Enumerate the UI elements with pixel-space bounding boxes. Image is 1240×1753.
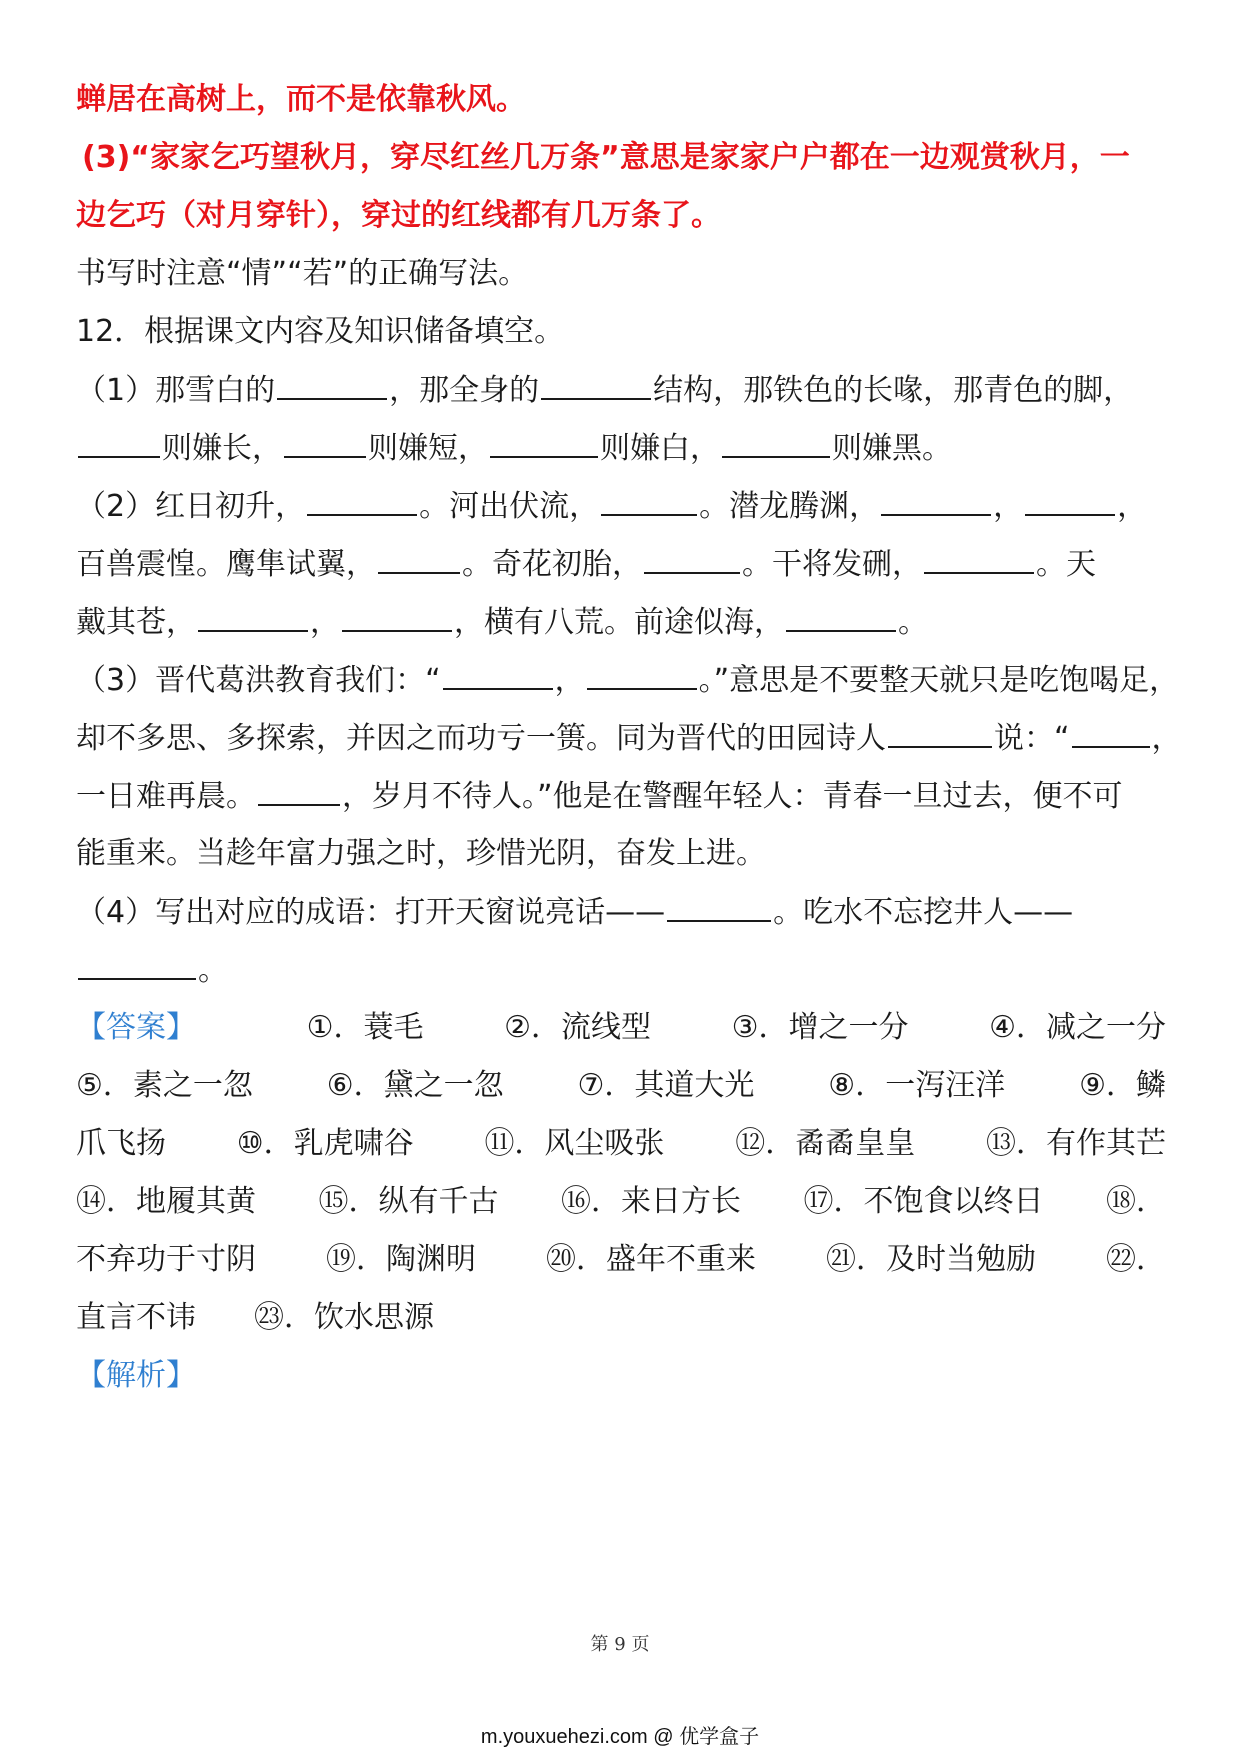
text-seg: 戴其苍， [76, 605, 196, 640]
answer-row-4 [76, 1182, 1166, 1222]
answer-blank[interactable] [786, 602, 896, 632]
answer-line-1: 蝉居在高树上，而不是依靠秋风。 [76, 82, 526, 117]
text-seg: ， [1151, 721, 1182, 756]
answer-item: ⑥．黛之一忽 [326, 1068, 504, 1103]
answer-blank[interactable] [924, 544, 1034, 574]
answer-blank[interactable] [78, 950, 196, 980]
answer-blank[interactable] [490, 428, 598, 458]
text-seg: 却不多思、多探索，并因之而功亏一篑。同为晋代的田园诗人 [76, 721, 886, 756]
text-seg: ， [993, 489, 1024, 524]
text-seg: ，横有八荒。前途似海， [454, 605, 784, 640]
text-seg: （4）写出对应的成语：打开天窗说亮话—— [76, 895, 666, 930]
text-seg: （3）晋代葛洪教育我们：“ [76, 663, 441, 698]
q12-part3-line1 [76, 660, 1180, 701]
text-seg: 。河出伏流， [419, 489, 600, 524]
answer-row-6 [76, 1298, 1166, 1338]
answer-item: ⑱． [1106, 1184, 1166, 1219]
q12-part2-line2 [76, 544, 1166, 585]
answer-item: ③．增之一分 [731, 1010, 909, 1045]
answer-blank[interactable] [443, 660, 553, 690]
text-seg: 说：“ [994, 721, 1070, 756]
text-seg: ， [310, 605, 340, 640]
text-seg: 结构，那铁色的长喙，那青色的脚， [653, 373, 1134, 408]
text-seg: 一日难再晨。 [76, 779, 256, 814]
question-12-title: 12．根据课文内容及知识储备填空。 [76, 314, 565, 349]
writing-note: 书写时注意“情”“若”的正确写法。 [76, 256, 529, 291]
answer-item: ㉓．饮水思源 [254, 1300, 434, 1335]
text-seg: ， [1117, 489, 1148, 524]
text-seg: 则嫌白， [600, 431, 720, 466]
answer-blank[interactable] [881, 486, 991, 516]
answer-item: 不弃功于寸阴 [76, 1242, 256, 1277]
answer-item: 直言不讳 [76, 1300, 196, 1335]
answer-blank[interactable] [258, 776, 340, 806]
q12-part2-line1 [76, 486, 1166, 527]
answer-item: ⑧．一泻汪洋 [828, 1068, 1006, 1103]
text-seg: ，岁月不待人。”他是在警醒年轻人：青春一旦过去，便不可 [342, 779, 1123, 814]
text-seg: 百兽震惶。鹰隼试翼， [76, 547, 376, 582]
answer-item: ④．减之一分 [989, 1010, 1166, 1045]
answer-blank[interactable] [1025, 486, 1115, 516]
analysis-label: 【解析】 [76, 1358, 196, 1393]
answer-item: 爪飞扬 [76, 1126, 166, 1161]
q12-part3-line3 [76, 776, 1166, 817]
answer-row-3 [76, 1124, 1166, 1164]
answer-blank[interactable] [667, 892, 771, 922]
answer-blank[interactable] [284, 428, 366, 458]
answer-line-2: (3)“家家乞巧望秋月，穿尽红丝几万条”意思是家家户户都在一边观赏秋月，一 [82, 140, 1130, 175]
answer-blank[interactable] [541, 370, 651, 400]
q12-part3-line4: 能重来。当趁年富力强之时，珍惜光阴，奋发上进。 [76, 836, 766, 871]
text-seg: （2）红日初升， [76, 489, 306, 524]
answer-blank[interactable] [644, 544, 740, 574]
q12-part4-line1 [76, 892, 1166, 933]
answer-blank[interactable] [722, 428, 830, 458]
text-seg: 则嫌短， [368, 431, 488, 466]
answer-blank[interactable] [378, 544, 460, 574]
answer-item: ①．蓑毛 [306, 1010, 424, 1045]
answer-blank[interactable] [888, 718, 992, 748]
answer-item: ⑯．来日方长 [561, 1184, 741, 1219]
answer-item: ⑳．盛年不重来 [546, 1242, 756, 1277]
answer-item: ⑭．地履其黄 [76, 1184, 256, 1219]
q12-part1-line2 [76, 428, 1166, 469]
answer-line-3: 边乞巧（对月穿针），穿过的红线都有几万条了。 [76, 198, 721, 233]
answer-item: ②．流线型 [504, 1010, 651, 1045]
text-seg: 。 [198, 953, 228, 988]
answer-blank[interactable] [342, 602, 452, 632]
answer-item: ⑩．乳虎啸谷 [236, 1126, 414, 1161]
text-seg: 。”意思是不要整天就只是吃饱喝足， [698, 663, 1180, 698]
text-seg: （1）那雪白的 [76, 373, 276, 408]
footer-site[interactable]: m.youxuehezi.com @ 优学盒子 [480, 1726, 760, 1748]
text-seg: 。吃水不忘挖井人—— [773, 895, 1074, 930]
answer-row-5 [76, 1240, 1166, 1280]
text-seg: 。天 [1036, 547, 1096, 582]
answer-blank[interactable] [198, 602, 308, 632]
answer-item: ⑮．纵有千古 [318, 1184, 499, 1219]
q12-part3-line2 [76, 718, 1182, 759]
q12-part1-line1 [76, 370, 1166, 411]
answer-item: ⑰．不饱食以终日 [803, 1184, 1044, 1219]
text-seg: ， [554, 663, 585, 698]
text-seg: 则嫌黑。 [832, 431, 952, 466]
answer-item: ⑤．素之一忽 [76, 1068, 253, 1103]
answer-item: ⑦．其道大光 [577, 1068, 755, 1103]
answer-blank[interactable] [587, 660, 697, 690]
answer-item: ㉒． [1106, 1242, 1166, 1277]
answer-item: ⑬．有作其芒 [985, 1126, 1166, 1161]
page-number: 第 9 页 [590, 1634, 650, 1655]
text-seg: 。 [898, 605, 928, 640]
text-seg: 。奇花初胎， [462, 547, 642, 582]
q12-part2-line3 [76, 602, 1166, 643]
answer-blank[interactable] [601, 486, 697, 516]
answer-blank[interactable] [78, 428, 160, 458]
answer-item: ⑫．矞矞皇皇 [735, 1126, 916, 1161]
text-seg: ，那全身的 [389, 373, 540, 408]
answer-item: ㉑．及时当勉励 [826, 1242, 1036, 1277]
text-seg: 。潜龙腾渊， [699, 489, 880, 524]
answer-blank[interactable] [1072, 718, 1150, 748]
answer-row-2 [76, 1066, 1166, 1106]
q12-part4-line2 [76, 950, 1166, 991]
answer-item: ⑲．陶渊明 [326, 1242, 476, 1277]
text-seg: 则嫌长， [162, 431, 282, 466]
answer-blank[interactable] [307, 486, 417, 516]
answer-row-1 [76, 1008, 1166, 1048]
text-seg: 。干将发硎， [742, 547, 922, 582]
answer-item: ⑨．鳞 [1079, 1068, 1166, 1103]
answer-blank[interactable] [277, 370, 387, 400]
answer-label: 【答案】 [76, 1010, 196, 1045]
answer-item: ⑪．风尘吸张 [484, 1126, 665, 1161]
